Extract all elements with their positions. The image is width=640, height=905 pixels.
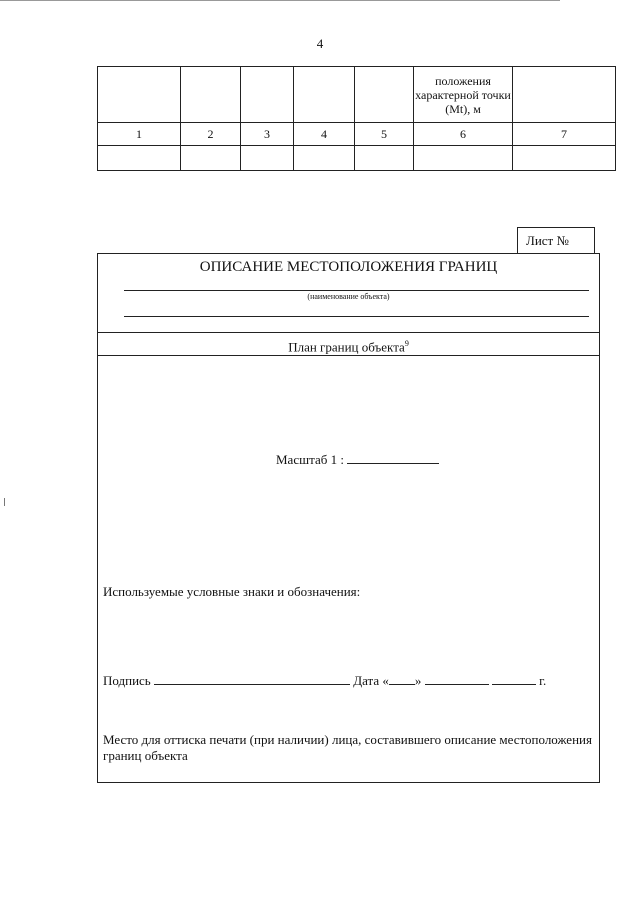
date-year-blank	[492, 673, 536, 685]
page-number: 4	[316, 36, 324, 51]
sheet-number-box: Лист №	[517, 227, 595, 254]
column-number: 3	[241, 123, 294, 146]
table-cell	[98, 146, 181, 171]
table-header-row	[98, 67, 616, 123]
header-cell-4	[294, 67, 355, 123]
column-number: 7	[513, 123, 616, 146]
date-day-blank	[389, 673, 415, 685]
table-cell	[355, 146, 414, 171]
document-title: ОПИСАНИЕ МЕСТОПОЛОЖЕНИЯ ГРАНИЦ	[199, 259, 498, 275]
scale-blank	[347, 452, 439, 464]
header-cell-2	[181, 67, 241, 123]
table-empty-row	[98, 146, 616, 171]
header-cell-3	[241, 67, 294, 123]
table-cell	[241, 146, 294, 171]
table-cell	[513, 146, 616, 171]
scan-margin-mark	[4, 498, 5, 506]
legend-label: Используемые условные знаки и обозначения:	[103, 584, 361, 599]
coordinates-table	[97, 66, 616, 171]
header-cell-5	[355, 67, 414, 123]
header-cell-6: положения характерной точки (Mt), м	[414, 67, 513, 123]
table-cell	[294, 146, 355, 171]
object-name-line-2	[124, 316, 589, 317]
scan-top-rule	[0, 0, 560, 1]
column-number: 2	[181, 123, 241, 146]
signature-line: Подпись Дата « » г.	[103, 673, 547, 688]
table-number-row	[98, 123, 616, 146]
plan-label: План границ объекта$^9$	[288, 339, 409, 355]
header-cell-1	[98, 67, 181, 123]
signature-blank	[154, 673, 350, 685]
column-number: 4	[294, 123, 355, 146]
table-cell	[414, 146, 513, 171]
object-name-line	[124, 290, 589, 291]
column-number: 6	[414, 123, 513, 146]
plan-body-section	[97, 355, 600, 783]
column-number: 5	[355, 123, 414, 146]
footnote-marker: 9	[404, 339, 409, 348]
date-month-blank	[425, 673, 489, 685]
scale-field: Масштаб 1 :	[276, 452, 439, 468]
column-number: 1	[98, 123, 181, 146]
header-cell-7	[513, 67, 616, 123]
object-name-caption: (наименование объекта)	[307, 292, 390, 301]
seal-placeholder-text: Место для оттиска печати (при наличии) лица, составившего описание местоположения границ объекта	[103, 732, 592, 763]
table-cell	[181, 146, 241, 171]
